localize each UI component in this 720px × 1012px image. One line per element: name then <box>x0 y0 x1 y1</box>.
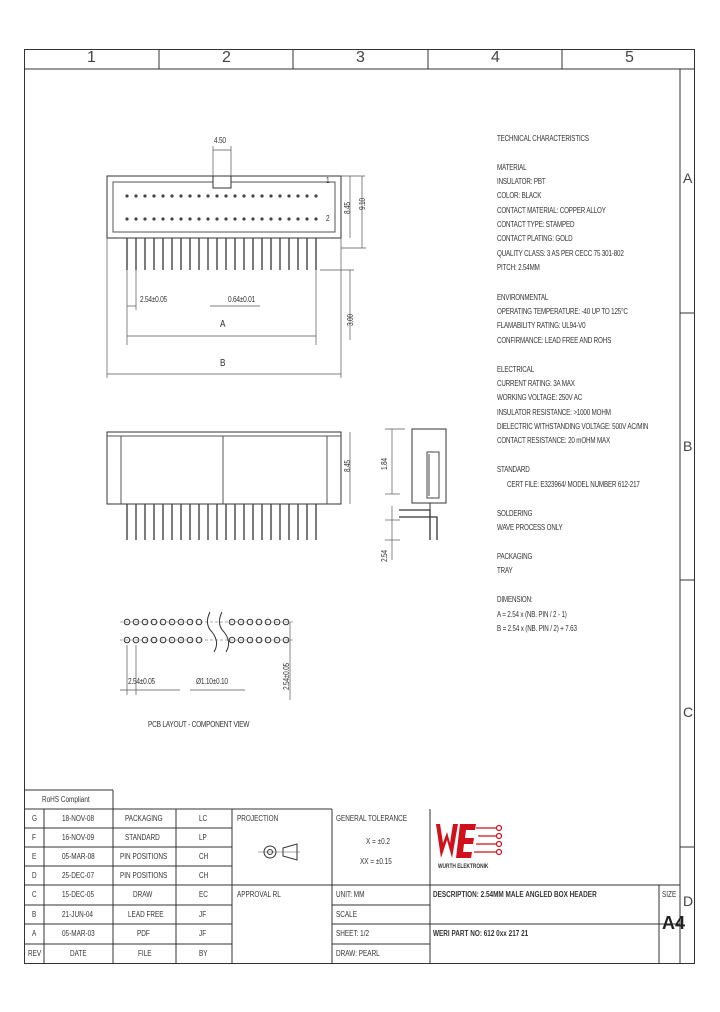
tech-environmental-line: FLAMABILITY RATING: UL94-V0 <box>497 321 586 330</box>
column-number-3: 3 <box>356 49 365 66</box>
tech-title: TECHNICAL CHARACTERISTICS <box>497 134 589 143</box>
tech-electrical-line: CONTACT RESISTANCE: 20 mOHM MAX <box>497 436 611 445</box>
rev-by: LP <box>199 833 207 842</box>
tech-environmental-line: CONFIRMANCE: LEAD FREE AND ROHS <box>497 336 612 345</box>
rev-date: 05-MAR-03 <box>62 929 95 938</box>
pcb-dim-hole: Ø1.10±0.10 <box>196 677 228 686</box>
rev-date: 21-JUN-04 <box>62 910 93 919</box>
pcb-dim-pitch: 2.54±0.05 <box>128 677 155 686</box>
rohs-compliant: RoHS Compliant <box>42 795 90 804</box>
dim-front-8-45: 8.45 <box>343 460 352 472</box>
rev-date: 05-MAR-08 <box>62 852 95 861</box>
rev-date: 25-DEC-07 <box>62 871 95 880</box>
rev-by: JF <box>199 910 207 919</box>
approval-label: APPROVAL RL <box>237 890 281 899</box>
tech-material-line: QUALITY CLASS: 3 AS PER CECC 75 301-802 <box>497 249 624 258</box>
tech-environmental-line: OPERATING TEMPERATURE: -40 UP TO 125°C <box>497 307 628 316</box>
tech-material-line: PITCH: 2.54MM <box>497 263 540 272</box>
tech-material-line: CONTACT TYPE: STAMPED <box>497 220 575 229</box>
unit-label: UNIT: MM <box>336 890 365 899</box>
column-number-2: 2 <box>222 49 231 66</box>
row-letter-c: C <box>683 704 694 720</box>
rev-letter: A <box>32 929 37 938</box>
rev-by: CH <box>199 871 209 880</box>
projection-label: PROJECTION <box>237 814 279 823</box>
row-letter-d: D <box>683 893 694 909</box>
tech-material-line: INSULATOR: PBT <box>497 177 546 186</box>
rev-date: 16-NOV-09 <box>62 833 95 842</box>
column-number-5: 5 <box>625 49 634 66</box>
sheet-label: SHEET: 1/2 <box>336 929 370 938</box>
rev-letter: E <box>32 852 37 861</box>
rev-letter: F <box>32 833 36 842</box>
tech-soldering-line: WAVE PROCESS ONLY <box>497 523 563 532</box>
tech-material-line: CONTACT PLATING: GOLD <box>497 234 573 243</box>
rev-file: PDF <box>137 929 150 938</box>
dim-pin-size: 0.64±0.01 <box>228 295 255 304</box>
pcb-dim-row: 2.54±0.05 <box>282 663 291 690</box>
tech-material-line: COLOR: BLACK <box>497 191 542 200</box>
tech-dimension-line: A = 2.54 x (NB. PIN / 2 - 1) <box>497 610 567 619</box>
tolerance-xx: XX = ±0.15 <box>360 857 392 866</box>
drawn-by-label: DRAW: PEARL <box>336 949 380 958</box>
tech-environmental-title: ENVIRONMENTAL <box>497 293 549 302</box>
tech-material-title: MATERIAL <box>497 163 527 172</box>
dim-3-00: 3.00 <box>346 314 355 326</box>
rev-by: EC <box>199 890 208 899</box>
description-label: DESCRIPTION: 2.54MM MALE ANGLED BOX HEADER <box>433 890 597 899</box>
tech-standard-line: CERT FILE: E323964/ MODEL NUMBER 612-217 <box>507 480 640 489</box>
rev-date: 18-NOV-08 <box>62 814 95 823</box>
rev-by: JF <box>199 929 207 938</box>
logo-text: WÜRTH ELEKTRONIK <box>438 864 489 870</box>
tolerance-x: X = ±0.2 <box>366 837 390 846</box>
tech-soldering-title: SOLDERING <box>497 509 533 518</box>
tech-electrical-line: DIELECTRIC WITHSTANDING VOLTAGE: 500V AC/MIN <box>497 422 649 431</box>
row-letter-a: A <box>683 170 693 186</box>
rev-header-rev: REV <box>28 949 42 958</box>
tech-dimension-line: B = 2.54 x (NB. PIN / 2) + 7.63 <box>497 624 577 633</box>
rev-header-by: BY <box>199 949 208 958</box>
tech-electrical-line: INSULATOR RESISTANCE: >1000 MOHM <box>497 408 611 417</box>
rev-file: STANDARD <box>125 833 160 842</box>
rev-letter: D <box>32 871 37 880</box>
pin-1-label: 1 <box>326 176 330 185</box>
dim-9-10: 9.10 <box>358 198 367 210</box>
rev-header-file: FILE <box>138 949 152 958</box>
scale-label: SCALE <box>336 910 357 919</box>
size-label: SIZE <box>662 890 677 899</box>
row-letter-b: B <box>683 438 693 454</box>
tech-electrical-title: ELECTRICAL <box>497 365 534 374</box>
tech-standard-title: STANDARD <box>497 465 530 474</box>
pin-2-label: 2 <box>326 214 330 223</box>
tech-material-line: CONTACT MATERIAL: COPPER ALLOY <box>497 206 606 215</box>
wurth-logo-mark <box>436 824 502 858</box>
tech-electrical-line: CURRENT RATING: 3A MAX <box>497 379 575 388</box>
tech-packaging-line: TRAY <box>497 566 513 575</box>
dim-4-50: 4.50 <box>214 136 226 145</box>
rev-by: CH <box>199 852 209 861</box>
rev-file: DRAW <box>133 890 153 899</box>
dim-b: B <box>220 358 226 369</box>
pcb-caption: PCB LAYOUT - COMPONENT VIEW <box>148 720 250 729</box>
part-number-label: WERI PART NO: 612 0xx 217 21 <box>433 929 529 938</box>
dim-pitch: 2.54±0.05 <box>140 295 167 304</box>
rev-letter: C <box>32 890 37 899</box>
rev-by: LC <box>199 814 208 823</box>
rev-file: PACKAGING <box>125 814 163 823</box>
column-number-1: 1 <box>87 49 96 66</box>
rev-letter: G <box>32 814 37 823</box>
rev-file: LEAD FREE <box>128 910 164 919</box>
rev-header-date: DATE <box>70 949 87 958</box>
tech-packaging-title: PACKAGING <box>497 552 533 561</box>
dim-1-84: 1.84 <box>380 458 389 470</box>
column-number-4: 4 <box>491 49 500 66</box>
rev-file: PIN POSITIONS <box>120 871 168 880</box>
rev-date: 15-DEC-05 <box>62 890 95 899</box>
dim-8-45: 8.45 <box>343 202 352 214</box>
tech-dimension-title: DIMENSION: <box>497 595 533 604</box>
dim-a: A <box>220 319 226 330</box>
rev-letter: B <box>32 910 37 919</box>
size-value: A4 <box>662 913 686 933</box>
general-tolerance-label: GENERAL TOLERANCE <box>336 814 408 823</box>
tech-electrical-line: WORKING VOLTAGE: 250V AC <box>497 393 583 402</box>
rev-file: PIN POSITIONS <box>120 852 168 861</box>
dim-2-54: 2.54 <box>380 550 389 562</box>
